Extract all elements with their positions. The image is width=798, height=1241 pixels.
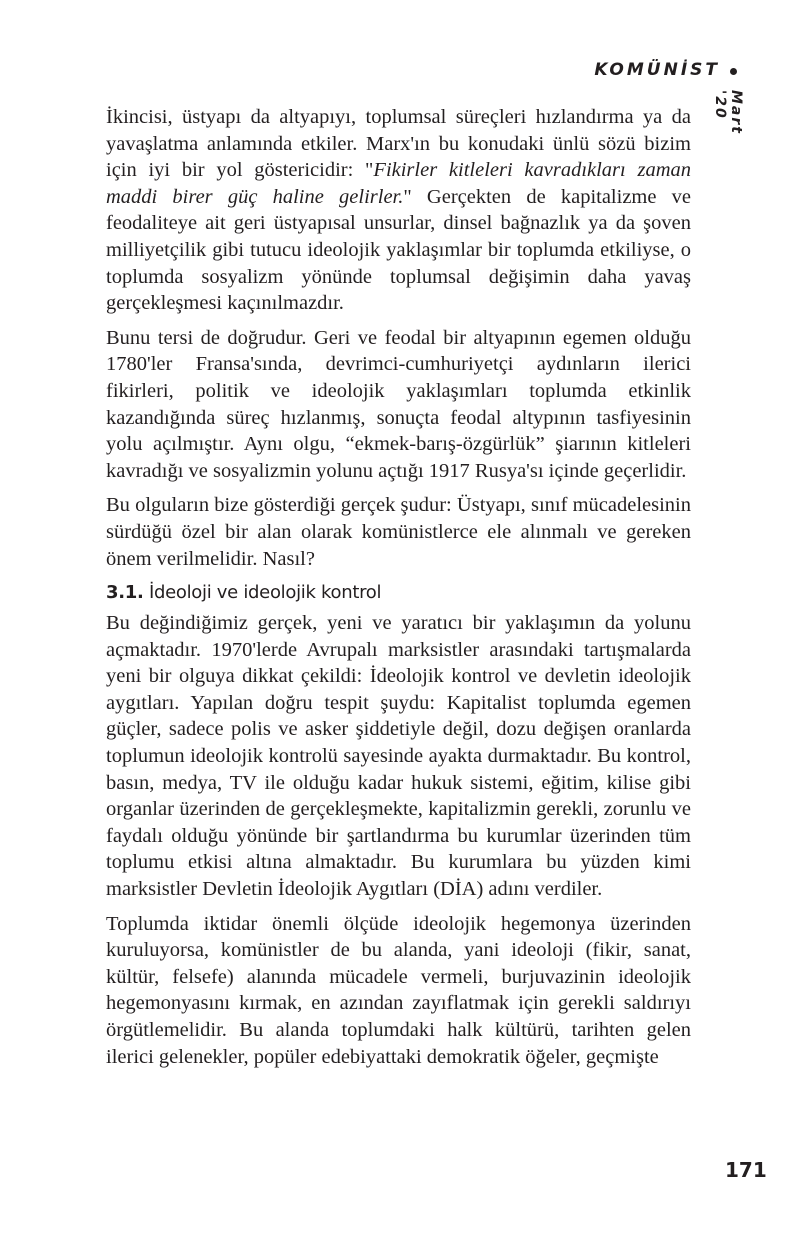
paragraph: İkincisi, üstyapı da altyapıyı, toplumsal süreçleri hızlandırma ya da yavaşlatma anlamında etkiler. Marx'ın bu konudaki ünlü sözü bizim için iyi bir yol göstericidir: "Fikirler kitleleri kavradıkları zaman maddi birer güç haline gelirler." Gerçekten de kapitalizme ve feodaliteye ait geri üstyapısal unsurlar, dinsel bağnazlık ya da şoven milliyetçilik gibi tutucu ideolojik yaklaşımlar bir toplumda etkiliyse, o toplumda sosyalizm yönünde toplumsal değişimin daha yavaş gerçekleşmesi kaçınılmazdır. bbox=[106, 106, 691, 315]
section-number: 3.1. bbox=[106, 582, 144, 604]
page-number: 171 bbox=[725, 1158, 767, 1182]
paragraph: Bu olguların bize gösterdiği gerçek şudur: Üstyapı, sınıf mücadelesinin sürdüğü özel bir alan olarak komünistlerce ele alınmalı ve gereken önem verilmelidir. Nasıl? bbox=[106, 494, 691, 570]
issue-label: Mart '20 bbox=[712, 90, 744, 135]
section-title: İdeoloji ve ideolojik kontrol bbox=[148, 582, 382, 604]
bullet-dot-icon bbox=[730, 68, 737, 75]
paragraph: Bu değindiğimiz gerçek, yeni ve yaratıcı bir yaklaşımın da yolunu açmaktadır. 1970'lerde Avrupalı marksistler arasındaki tartışmalarda yeni bir olguya dikkat çekildi: İdeolojik kontrol ve devletin ideolojik aygıtları. Yapılan doğru tespit şuydu: Kapitalist toplumda egemen güçler, sadece polis ve asker şiddetiyle değil, dozu değişen oranlarda toplumun ideolojik kontrolü sayesinde ayakta durmaktadır. Bu kontrol, basın, medya, TV ile olduğu kadar hukuk sistemi, eğitim, kilise gibi organlar üzerinden de gerçekleşmekte, kapitalizmin gerekli, zorunlu ve faydalı olduğu yönünde bir şartlandırma bu kurumlar üzerinden tüm toplumu etkisi altına almaktadır. Bu kurumlara bu yüzden kimi marksistler Devletin İdeolojik Aygıtları (DİA) adını verdiler. bbox=[106, 612, 691, 901]
marx-quote: Fikirler kitleleri kavradıkları zaman maddi birer güç haline gelirler. bbox=[106, 159, 691, 208]
paragraph: Toplumda iktidar önemli ölçüde ideolojik hegemonya üzerinden kuruluyorsa, komünistler de bu alanda, yani ideoloji (fikir, sanat, kültür, felsefe) alanında mücadele vermeli, burjuvazinin ideolojik hegemonyasını kırmak, en azından zayıflatmak için gerekli saldırıyı örgütlemelidir. Bu alanda toplumdaki halk kültürü, tarihten gelen ilerici gelenekler, popüler edebiyattaki demokratik öğeler, geçmişte bbox=[106, 912, 691, 1068]
article-body bbox=[106, 104, 691, 1078]
paragraph: Bunu tersi de doğrudur. Geri ve feodal bir altyapının egemen olduğu 1780'ler Fransa'sında, devrimci-cumhuriyetçi aydınların ilerici fikirleri, politik ve ideolojik yaklaşımları toplumda etkinlik kazandığında süreç hızlanmış, sonuçta feodal altypının tasfiyesinin yolu açılmıştır. Aynı olgu, “ekmek-barış-özgürlük” şiarının kitleleri kavradığı ve sosyalizmin yolunu açtığı 1917 Rusya'sı içinde geçerlidir. bbox=[106, 326, 691, 482]
section-heading bbox=[106, 580, 691, 606]
magazine-title: KOMÜNİST bbox=[594, 60, 720, 80]
